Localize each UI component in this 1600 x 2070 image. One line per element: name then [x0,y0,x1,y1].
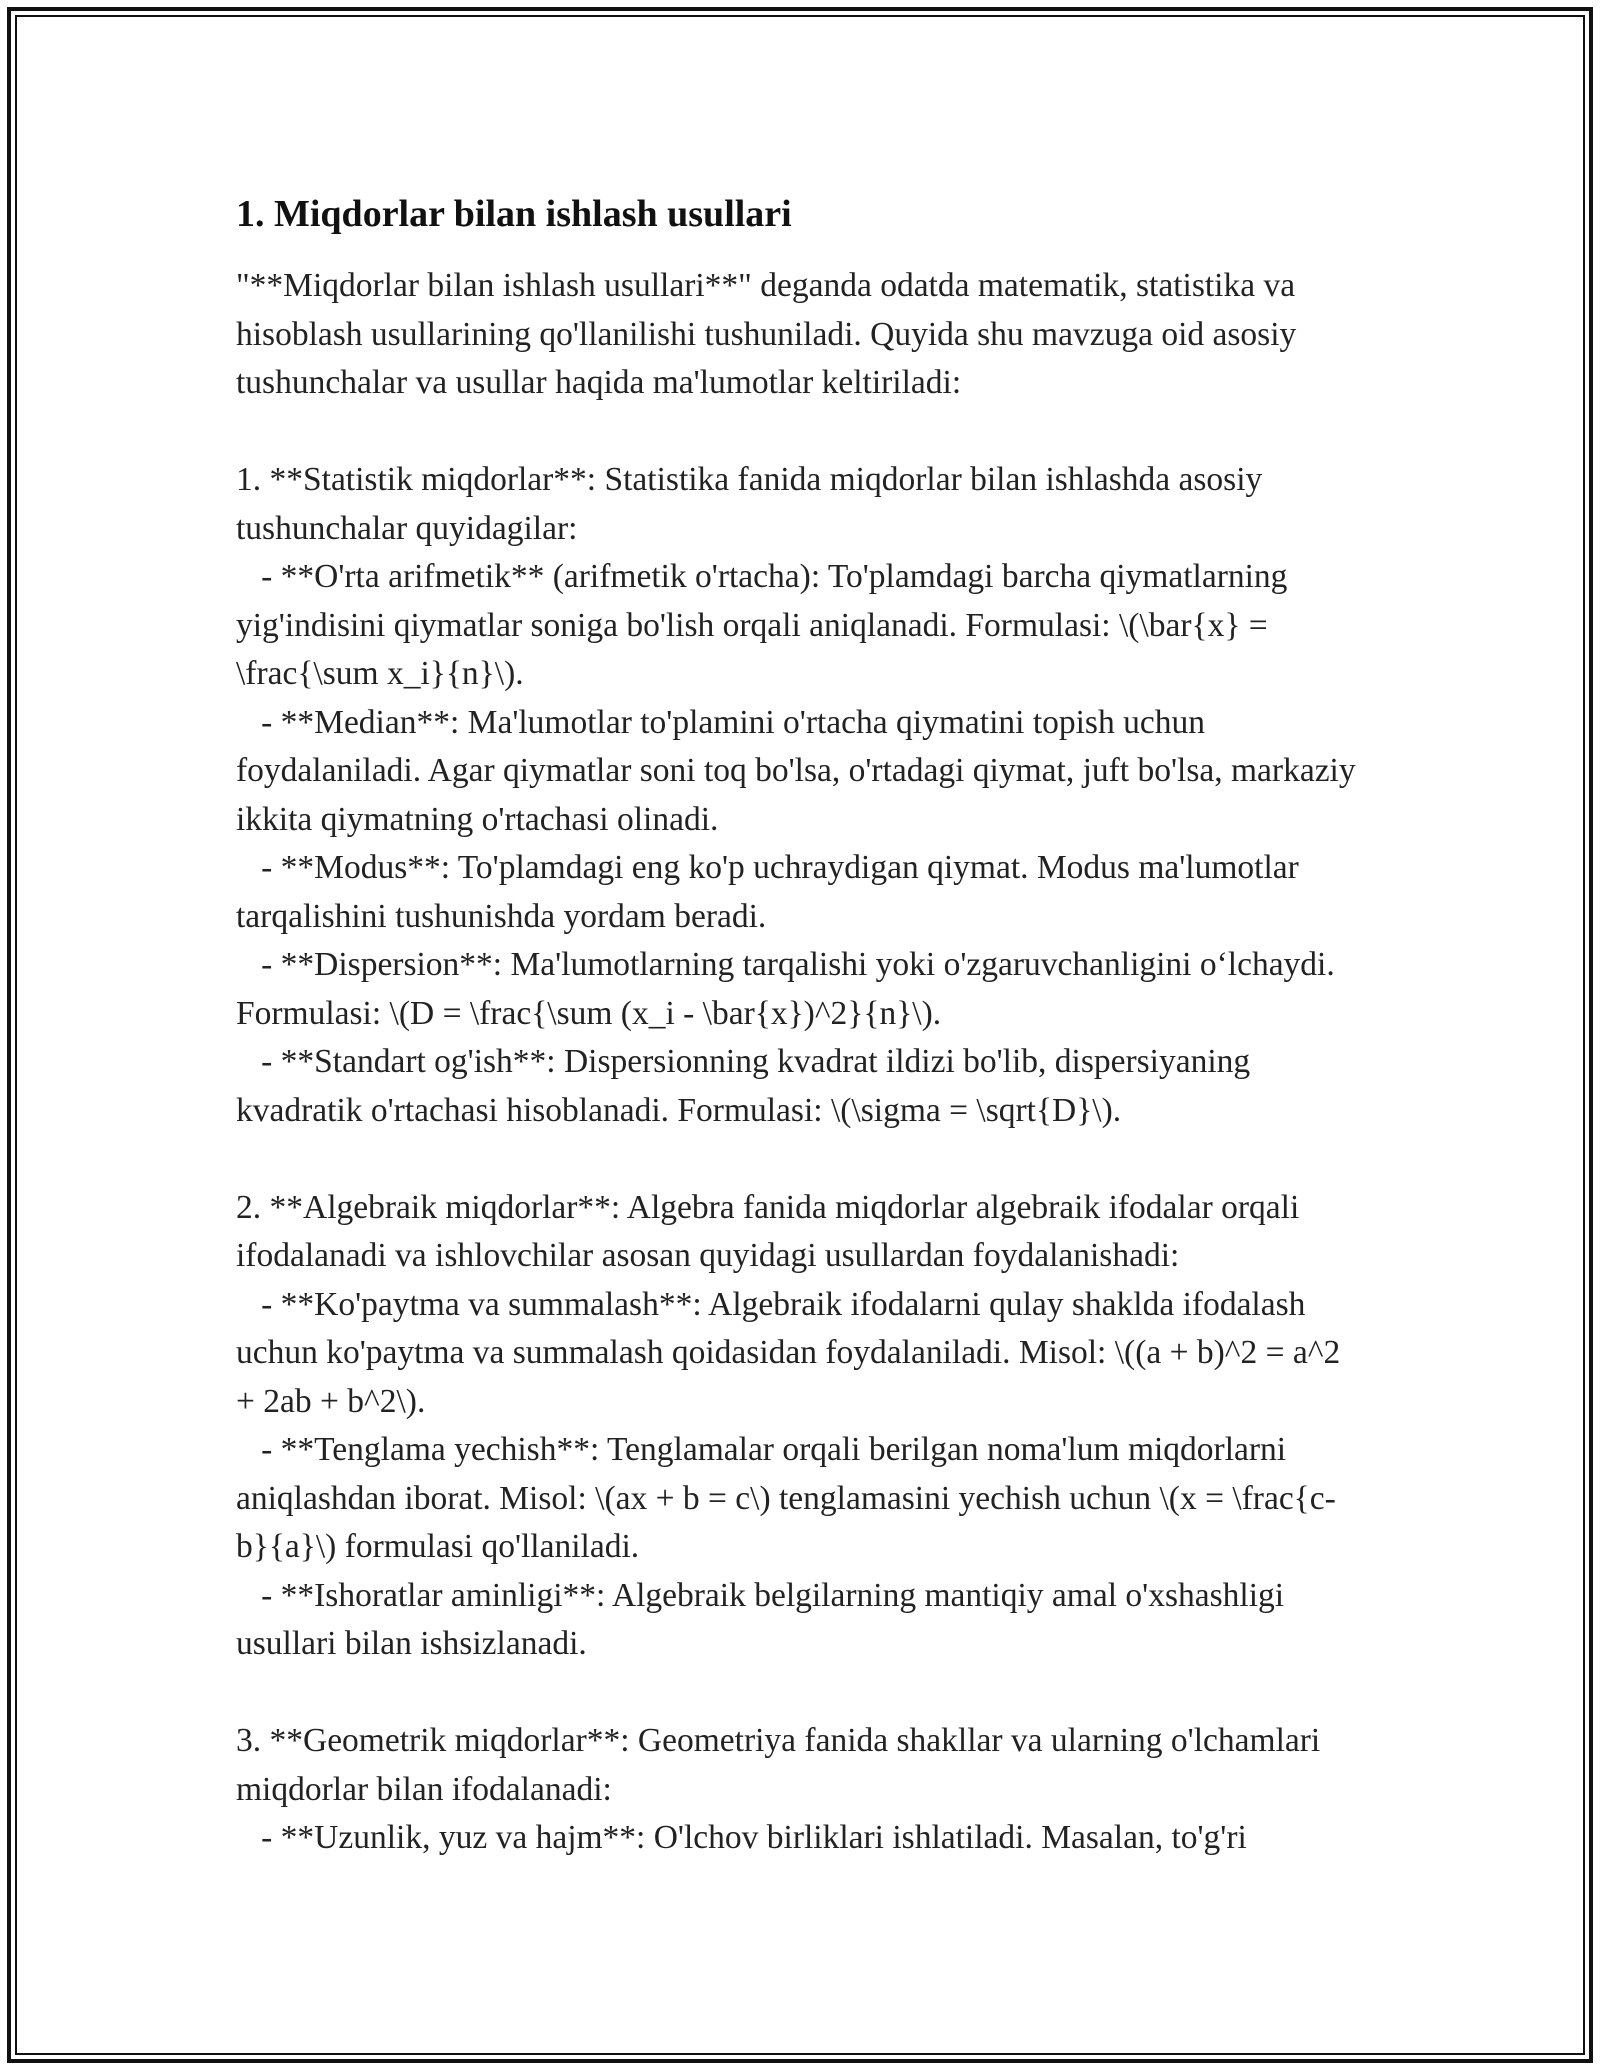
paragraph-gap [236,1669,1366,1718]
section-heading: 3. **Geometrik miqdorlar**: Geometriya fanida shakllar va ularning o'lchamlari miqdorlar bilan ifodalanadi: [236,1722,1329,1808]
list-item-dispersion: - **Dispersion**: Ma'lumotlarning tarqalishi yoki o'zgaruvchanligini o‘lchaydi. Formulasi: \(D = \frac{\sum (x_i - \bar{x})^2}{n}\). [236,946,1344,1032]
list-item-median: - **Median**: Ma'lumotlar to'plamini o'rtacha qiymatini topish uchun foydalaniladi. Agar qiymatlar soni toq bo'lsa, o'rtadagi qiymat, juft bo'lsa, markaziy ikkita qiymatning o'rtachasi olinadi. [236,703,1364,838]
list-item-length-area-volume: - **Uzunlik, yuz va hajm**: O'lchov birliklari ishlatiladi. Masalan, to'g'ri [236,1819,1247,1856]
list-item-mode: - **Modus**: To'plamdagi eng ko'p uchraydigan qiymat. Modus ma'lumotlar tarqalishini tushunishda yordam beradi. [236,849,1308,935]
list-item-sign-rules: - **Ishoratlar aminligi**: Algebraik belgilarning mantiqiy amal o'xshashligi usullari bilan ishsizlanadi. [236,1576,1293,1662]
paragraph-gap [236,1135,1366,1184]
document-body [236,188,1366,1863]
list-item-mean: - **O'rta arifmetik** (arifmetik o'rtacha): To'plamdagi barcha qiymatlarning yig'indisini qiymatlar soniga bo'lish orqali aniqlanadi. Formulasi: \(\bar{x} = \frac{\sum x_i}{n}\). [236,558,1296,692]
section-algebra [236,1184,1366,1669]
section-heading: 1. **Statistik miqdorlar**: Statistika fanida miqdorlar bilan ishlashda asosiy tushunchalar quyidagilar: [236,461,1271,547]
list-item-std-deviation: - **Standart og'ish**: Dispersionning kvadrat ildizi bo'lib, dispersiyaning kvadratik o'rtachasi hisoblanadi. Formulasi: \(\sigma = \sqrt{D}\). [236,1043,1259,1129]
document-title: 1. Miqdorlar bilan ishlash usullari [236,193,792,235]
section-heading: 2. **Algebraik miqdorlar**: Algebra fanida miqdorlar algebraik ifodalar orqali ifodalanadi va ishlovchilar asosan quyidagi usullardan foydalanishadi: [236,1188,1308,1274]
intro-paragraph: "**Miqdorlar bilan ishlash usullari**" deganda odatda matematik, statistika va hisoblash usullarining qo'llanilishi tushuniladi. Quyida shu mavzuga oid asosiy tushunchalar va usullar haqida ma'lumotlar keltiriladi: [236,267,1305,401]
paragraph-gap [236,408,1366,457]
list-item-equation-solving: - **Tenglama yechish**: Tenglamalar orqali berilgan noma'lum miqdorlarni aniqlashdan iborat. Misol: \(ax + b = c\) tenglamasini yechish uchun \(x = \frac{c-b}{a}\) formulasi qo'llaniladi. [236,1431,1336,1565]
section-geometry [236,1717,1366,1863]
section-statistics [236,456,1366,1135]
list-item-product-sum: - **Ko'paytma va summalash**: Algebraik ifodalarni qulay shaklda ifodalash uchun ko'paytma va summalash qoidasidan foydalaniladi. Misol: \((a + b)^2 = a^2 + 2ab + b^2\). [236,1285,1349,1420]
